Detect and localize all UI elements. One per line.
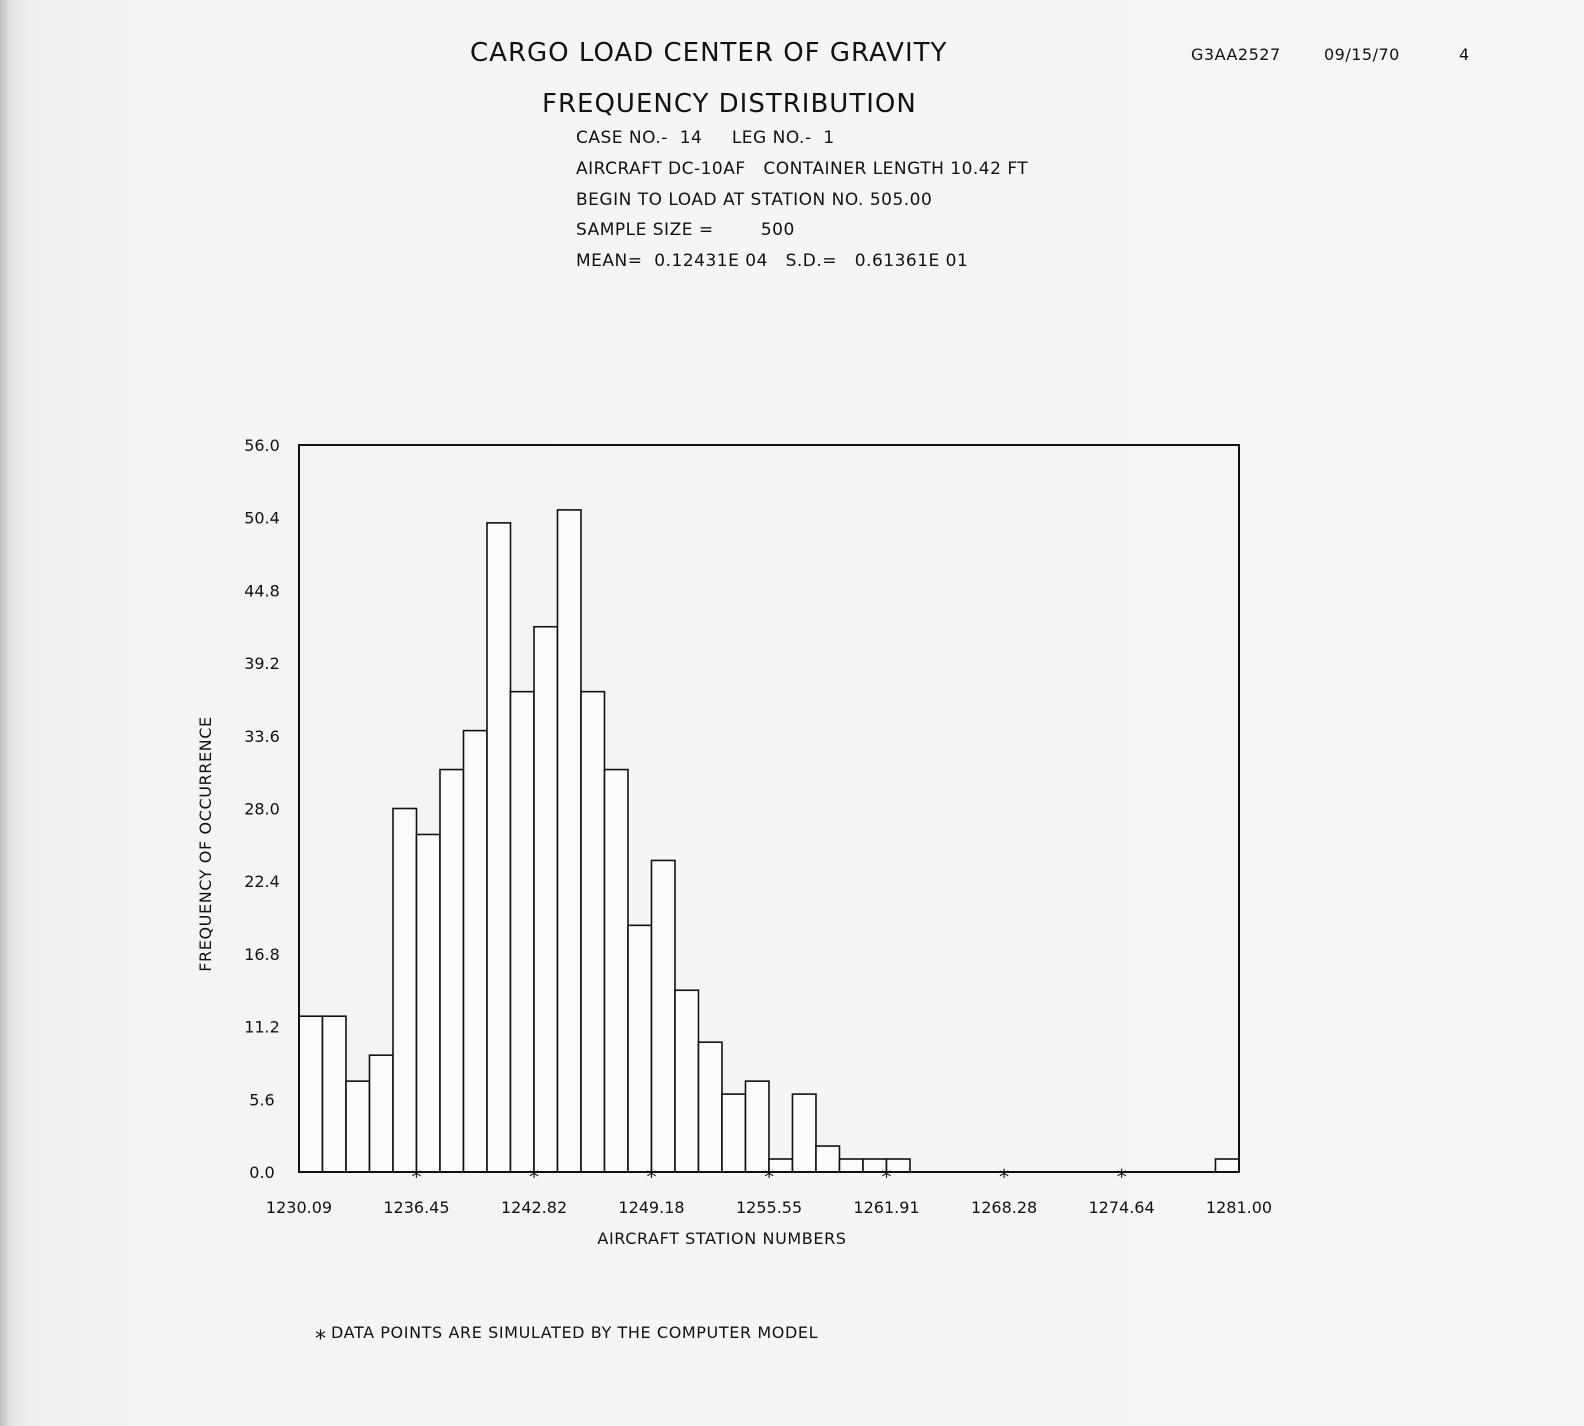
histogram-bar (299, 1016, 322, 1172)
case-line: CASE NO.- 14 LEG NO.- 1 (576, 128, 835, 148)
y-tick-labels (244, 436, 280, 1182)
histogram-bar (440, 770, 463, 1172)
y-tick-label: 33.6 (244, 726, 280, 746)
histogram-bar (346, 1081, 369, 1172)
data-point-marker: * (764, 1165, 775, 1189)
histogram-bar (675, 990, 698, 1172)
histogram-bar (369, 1055, 392, 1172)
histogram-bar (745, 1081, 768, 1172)
histogram-bar (1215, 1159, 1238, 1172)
x-tick-label: 1249.18 (618, 1198, 685, 1217)
page-number: 4 (1459, 45, 1470, 64)
x-tick-label: 1242.82 (500, 1198, 568, 1217)
aircraft-line: AIRCRAFT DC-10AF CONTAINER LENGTH 10.42 FT (576, 159, 1029, 179)
y-tick-label: 50.4 (244, 508, 280, 528)
x-tick-label: 1268.28 (971, 1198, 1038, 1217)
x-axis-label: AIRCRAFT STATION NUMBERS (597, 1229, 847, 1248)
data-point-marker: * (529, 1165, 540, 1189)
y-tick-label: 22.4 (244, 872, 280, 892)
y-tick-label: 0.0 (249, 1163, 275, 1182)
y-tick-label: 28.0 (244, 799, 280, 819)
histogram-bar (416, 834, 439, 1172)
y-tick-label: 39.2 (244, 654, 280, 674)
data-point-marker: * (999, 1165, 1010, 1189)
data-point-marker: * (881, 1165, 892, 1189)
x-tick-label: 1261.91 (853, 1198, 920, 1217)
bar-group (299, 510, 1239, 1172)
report-date: 09/15/70 (1324, 45, 1400, 64)
histogram-bar (698, 1042, 721, 1172)
footnote-marker: * (315, 1327, 326, 1352)
y-tick-label: 44.8 (244, 581, 280, 601)
mean-sd-line: MEAN= 0.12431E 04 S.D.= 0.61361E 01 (576, 251, 969, 271)
histogram-bar (651, 860, 674, 1172)
histogram-bar (487, 523, 510, 1172)
histogram-bar (604, 770, 627, 1172)
x-tick-label: 1274.64 (1088, 1198, 1155, 1217)
y-tick-label: 11.2 (244, 1017, 280, 1037)
y-tick-label: 56.0 (244, 436, 280, 455)
y-tick-label: 16.8 (244, 944, 280, 964)
sample-size-line: SAMPLE SIZE = 500 (576, 220, 795, 240)
report-id: G3AA2527 (1191, 45, 1281, 64)
data-point-marker: * (646, 1165, 657, 1189)
histogram-bar (510, 692, 533, 1172)
x-tick-label: 1230.09 (265, 1198, 333, 1217)
histogram-bar (816, 1146, 839, 1172)
histogram-bar (792, 1094, 815, 1172)
histogram-bar (557, 510, 580, 1172)
histogram-bar (628, 925, 651, 1172)
y-tick-label: 5.6 (249, 1090, 275, 1110)
chart-subtitle: FREQUENCY DISTRIBUTION (542, 89, 917, 119)
data-point-marker: * (1116, 1165, 1127, 1189)
y-axis-label: FREQUENCY OF OCCURRENCE (196, 716, 215, 972)
footnote-text: DATA POINTS ARE SIMULATED BY THE COMPUTER MODEL (331, 1323, 819, 1342)
x-tick-label: 1236.45 (383, 1198, 450, 1217)
histogram-bar (839, 1159, 862, 1172)
x-tick-label: 1255.55 (736, 1198, 803, 1217)
x-tick-labels (266, 1198, 1272, 1217)
histogram-bar (534, 627, 557, 1172)
histogram-bar (322, 1016, 345, 1172)
data-point-marker: * (411, 1165, 422, 1189)
x-tick-label: 1281.00 (1205, 1198, 1273, 1217)
histogram-bar (393, 809, 416, 1173)
histogram-bar (722, 1094, 745, 1172)
begin-load-line: BEGIN TO LOAD AT STATION NO. 505.00 (576, 190, 933, 210)
chart-title: CARGO LOAD CENTER OF GRAVITY (470, 38, 948, 68)
histogram-bar (581, 692, 604, 1172)
histogram-bar (463, 731, 486, 1172)
